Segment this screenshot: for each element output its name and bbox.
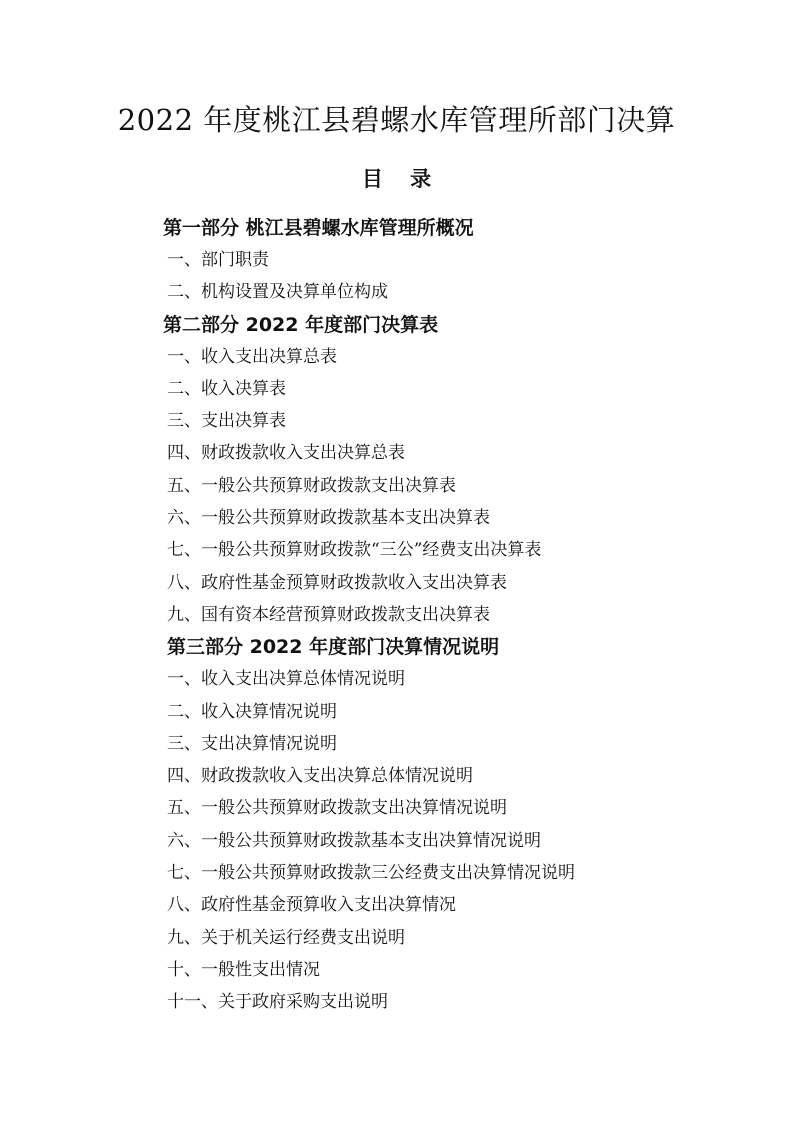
toc-item[interactable]: 二、机构设置及决算单位构成 (167, 282, 388, 303)
toc-item[interactable]: 二、收入决算表 (167, 378, 286, 399)
table-of-contents (163, 212, 723, 1019)
section-title-part-2[interactable]: 第二部分 2022 年度部门决算表 (163, 313, 439, 336)
section-title-part-1[interactable]: 第一部分 桃江县碧螺水库管理所概况 (163, 217, 474, 239)
toc-item[interactable]: 三、支出决算表 (167, 411, 286, 432)
toc-item[interactable]: 七、一般公共预算财政拨款“三公”经费支出决算表 (167, 540, 542, 561)
toc-item[interactable]: 四、财政拨款收入支出决算总体情况说明 (167, 766, 473, 787)
toc-item[interactable]: 九、国有资本经营预算财政拨款支出决算表 (167, 604, 490, 625)
toc-item[interactable]: 五、一般公共预算财政拨款支出决算表 (167, 475, 456, 496)
toc-item[interactable]: 六、一般公共预算财政拨款基本支出决算表 (167, 508, 490, 529)
section-title-part-3[interactable]: 第三部分 2022 年度部门决算情况说明 (167, 636, 500, 659)
toc-item[interactable]: 三、支出决算情况说明 (167, 733, 337, 754)
toc-item[interactable]: 八、政府性基金预算财政拨款收入支出决算表 (167, 572, 507, 593)
toc-item[interactable]: 四、财政拨款收入支出决算总表 (167, 443, 405, 464)
toc-item[interactable]: 一、收入支出决算总体情况说明 (167, 669, 405, 690)
toc-item[interactable]: 七、一般公共预算财政拨款三公经费支出决算情况说明 (167, 863, 575, 884)
document-title: 2022 年度桃江县碧螺水库管理所部门决算 (117, 103, 676, 137)
toc-item[interactable]: 八、政府性基金预算收入支出决算情况 (167, 895, 456, 916)
toc-item[interactable]: 十、一般性支出情况 (167, 959, 320, 980)
toc-item[interactable]: 九、关于机关运行经费支出说明 (167, 927, 405, 948)
toc-item[interactable]: 五、一般公共预算财政拨款支出决算情况说明 (167, 798, 507, 819)
toc-item[interactable]: 二、收入决算情况说明 (167, 701, 337, 722)
toc-item[interactable]: 一、收入支出决算总表 (167, 346, 337, 367)
toc-item[interactable]: 十一、关于政府采购支出说明 (167, 992, 388, 1013)
toc-heading: 目 录 (361, 166, 442, 191)
toc-item[interactable]: 一、部门职责 (167, 250, 269, 270)
toc-item[interactable]: 六、一般公共预算财政拨款基本支出决算情况说明 (167, 830, 541, 851)
